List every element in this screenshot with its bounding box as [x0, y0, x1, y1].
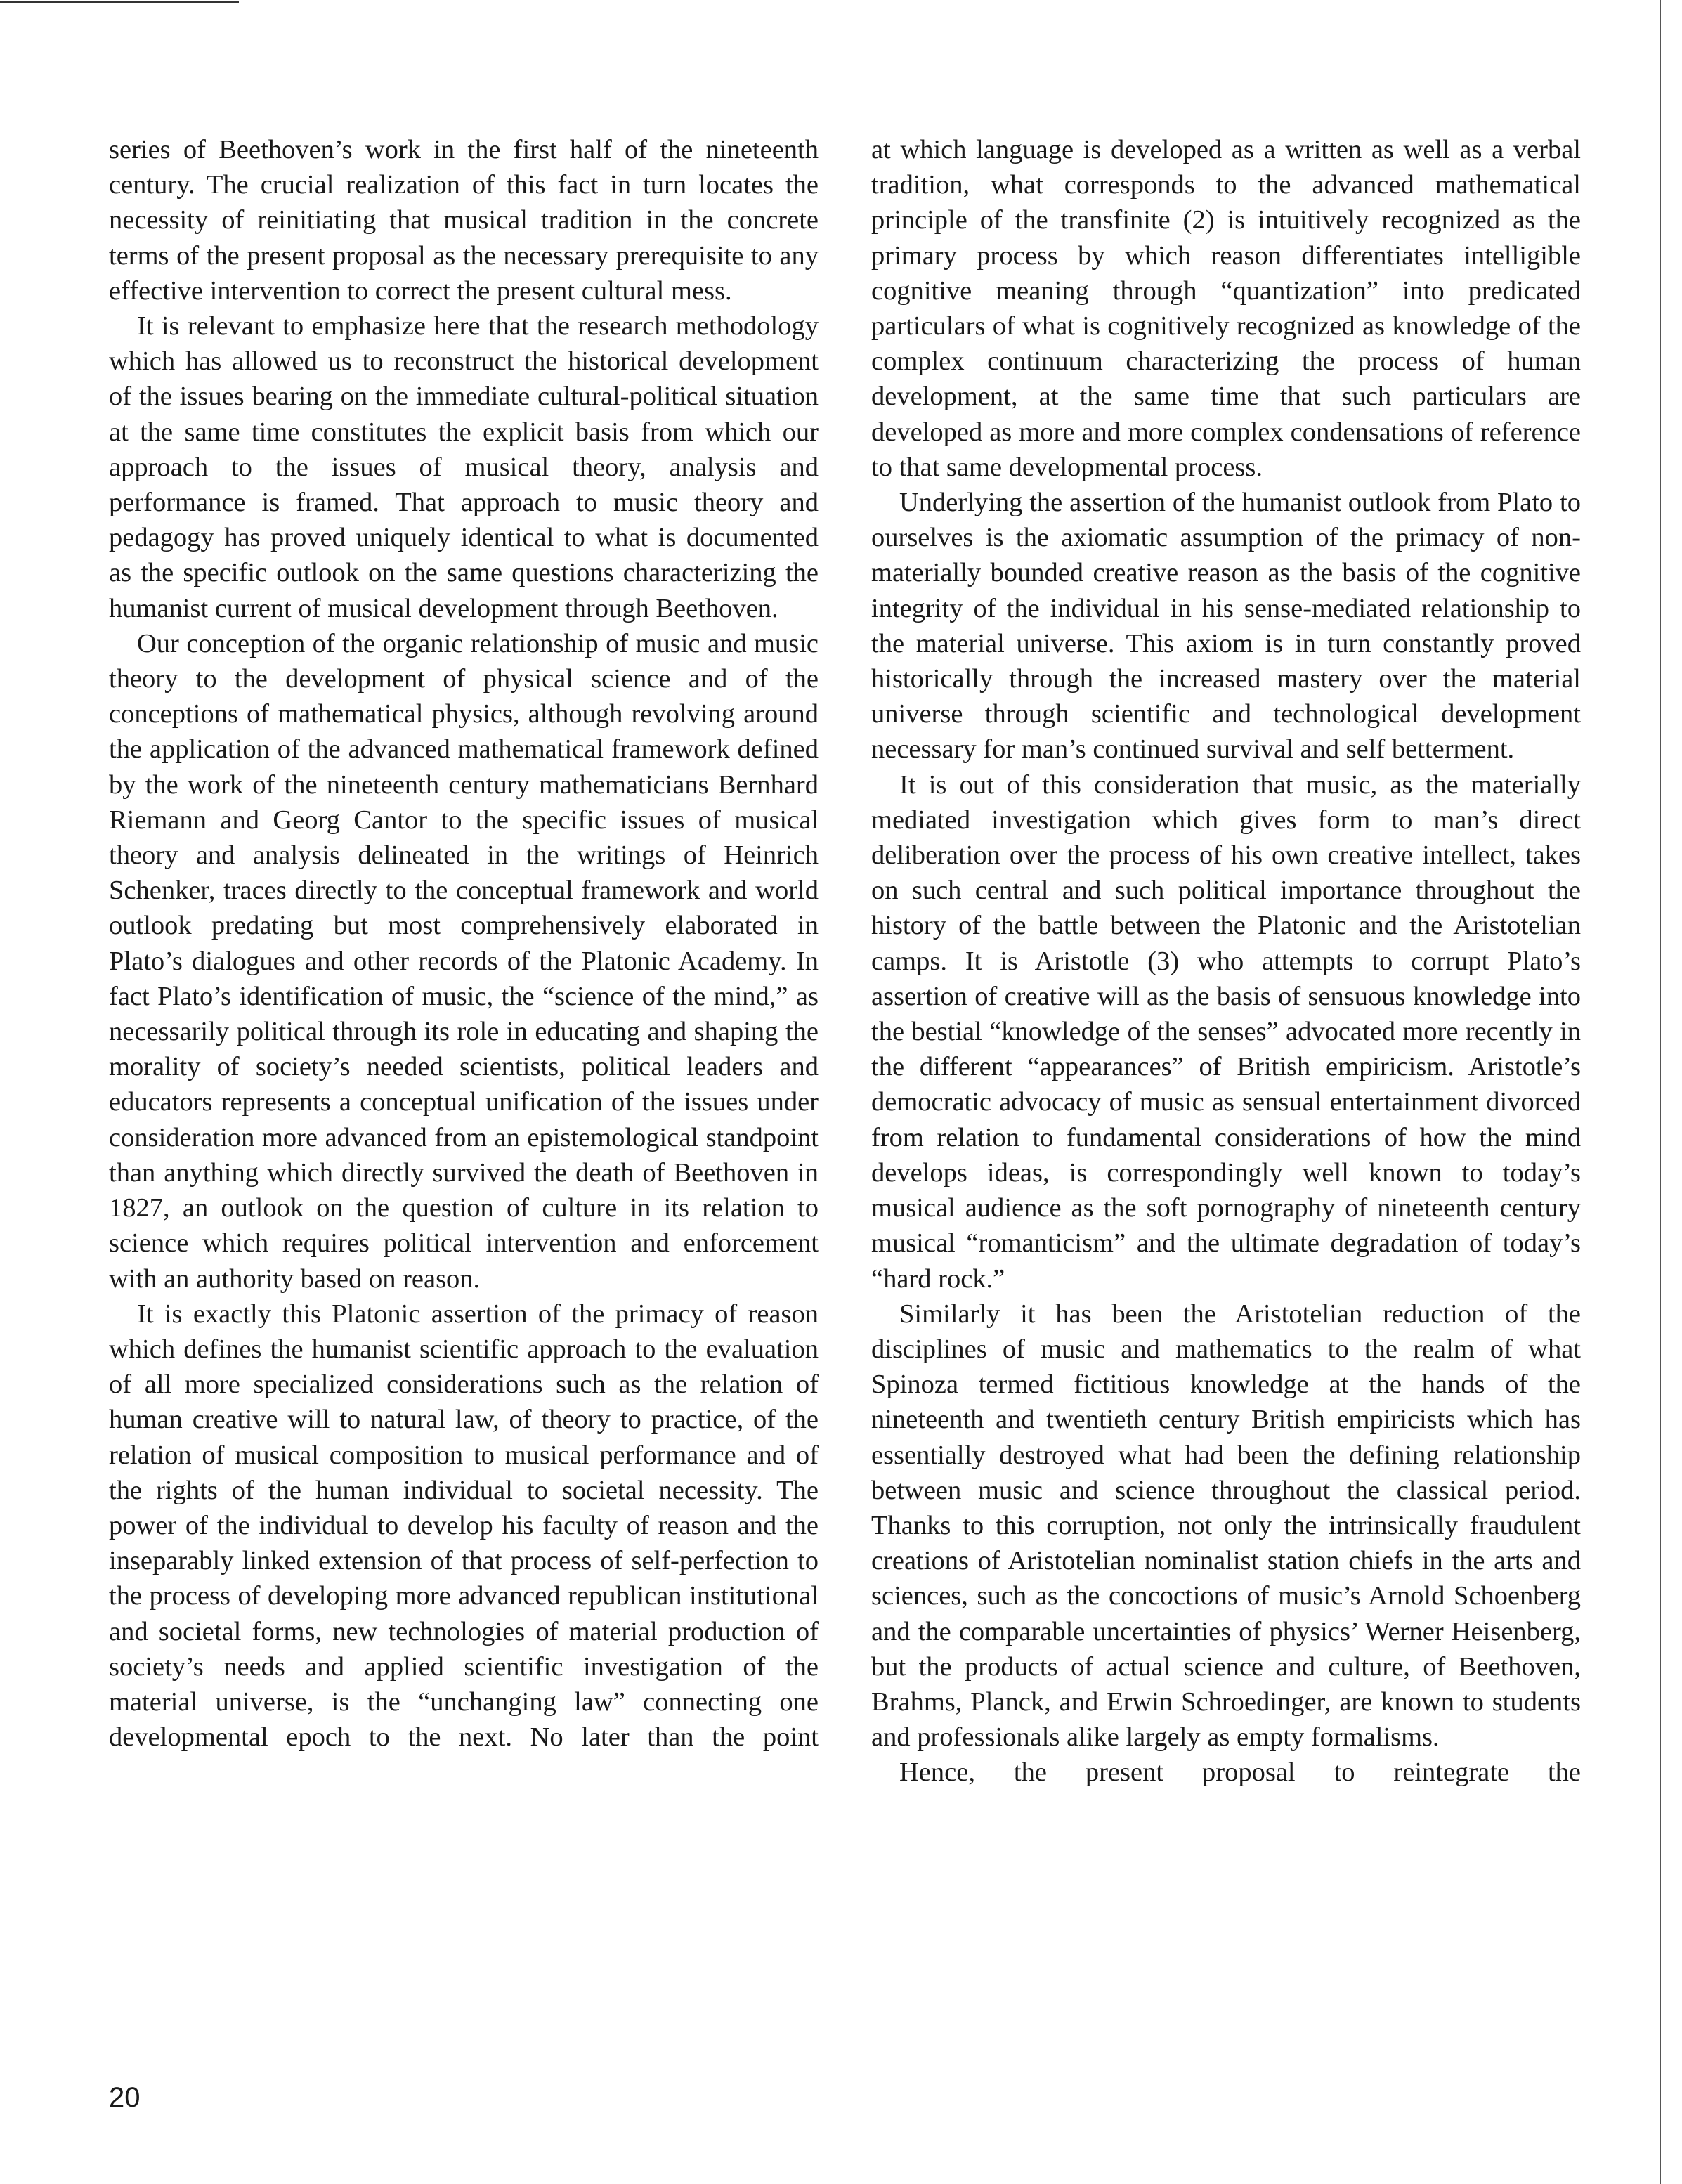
- paragraph: Similarly it has been the Aristotelian reduction of the disciplines of music and mathematics to the realm of what Spinoza termed fictitious knowledge at the hands of the nineteenth and twentieth century British empiricists which has essentially destroyed what had been the defining relationship between music and science throughout the classical period. Thanks to this corruption, not only the intrinsically fraudulent creations of Aristotelian nominalist station chiefs in the arts and sciences, such as the concoctions of music’s Arnold Schoenberg and the comparable uncertainties of physics’ Werner Heisenberg, but the products of actual science and culture, of Beethoven, Brahms, Planck, and Erwin Schroedinger, are known to students and professionals alike largely as empty formalisms.: [871, 1299, 1581, 1753]
- paragraph: Hence, the present proposal to reintegrate the: [899, 1757, 1581, 1788]
- paragraph: series of Beethoven’s work in the first half of the nineteenth century. The crucial realization of this fact in turn locates the necessity of reinitiating that musical tradition in the concrete terms of the present proposal as the necessary prerequisite to any effective intervention to correct the present cultural mess.: [109, 135, 819, 306]
- left-column: [109, 132, 819, 1755]
- paragraph: Our conception of the organic relationship of music and music theory to the development of physical science and of the conceptions of mathematical physics, although revolving around the application of the advanced mathematical framework defined by the work of the nineteenth century mathematicians Bernhard Riemann and Georg Cantor to the specific issues of musical theory and analysis delineated in the writings of Heinrich Schenker, traces directly to the conceptual framework and world outlook predating but most comprehensively elaborated in Plato’s dialogues and other records of the Platonic Academy. In fact Plato’s identification of music, the “science of the mind,” as necessarily political through its role in educating and shaping the morality of society’s needed scientists, political leaders and educators represents a conceptual unification of the issues under consideration more advanced from an epistemological standpoint than anything which directly survived the death of Beethoven in 1827, an outlook on the question of culture in its relation to science which requires political intervention and enforcement with an authority based on reason.: [109, 628, 819, 1294]
- page-number: 20: [109, 2082, 141, 2113]
- paragraph: It is relevant to emphasize here that the research methodology which has allowed us to reconstruct the historical development of the issues bearing on the immediate cultural-political situation at the same time constitutes the explicit basis from which our approach to the issues of musical theory, analysis and performance is framed. That approach to music theory and pedagogy has proved uniquely identical to what is documented as the specific outlook on the same questions characterizing the humanist current of musical development through Beethoven.: [109, 311, 819, 623]
- right-edge-rule: [1660, 0, 1661, 2184]
- paragraph: It is exactly this Platonic assertion of the primacy of reason which defines the humanist scientific approach to the evaluation of all more specialized considerations such as the relation of human creative will to natural law, of theory to practice, of the relation of musical composition to musical performance and of the rights of the human individual to societal necessity. The power of the individual to develop his faculty of reason and the inseparably linked extension of that process of self-perfection to the process of developing more advanced republican institutional and societal forms, new technologies of material production of society’s needs and applied scientific investigation of the material universe, is the “unchanging law” connecting one developmental epoch to the next. No later than the point: [109, 1299, 819, 1753]
- paragraph: Underlying the assertion of the humanist outlook from Plato to ourselves is the axiomatic assumption of the primacy of non-materially bounded creative reason as the basis of the cognitive integrity of the individual in his sense-mediated relationship to the material universe. This axiom is in turn constantly proved historically through the increased mastery over the material universe through scientific and technological development necessary for man’s continued survival and self betterment.: [871, 488, 1581, 765]
- paragraph: It is out of this consideration that music, as the materially mediated investigation which gives form to man’s direct deliberation over the process of his own creative intellect, takes on such central and such political importance throughout the history of the battle between the Platonic and the Aristotelian camps. It is Aristotle (3) who attempts to corrupt Plato’s assertion of creative will as the basis of sensuous knowledge into the bestial “knowledge of the senses” advocated more recently in the different “appearances” of British empiricism. Aristotle’s democratic advocacy of music as sensual entertainment divorced from relation to fundamental considerations of how the mind develops ideas, is correspondingly well known to today’s musical audience as the soft pornography of nineteenth century musical “romanticism” and the ultimate degradation of today’s “hard rock.”: [871, 769, 1581, 1294]
- top-rule: [0, 1, 239, 3]
- right-column: [871, 132, 1581, 1790]
- paragraph: at which language is developed as a written as well as a verbal tradition, what corresponds to the advanced mathematical principle of the transfinite (2) is intuitively recognized as the primary process by which reason differentiates intelligible cognitive meaning through “quantization” into predicated particulars of what is cognitively recognized as knowledge of the complex continuum characterizing the process of human development, at the same time that such particulars are developed as more and more complex condensations of reference to that same developmental process.: [871, 135, 1581, 482]
